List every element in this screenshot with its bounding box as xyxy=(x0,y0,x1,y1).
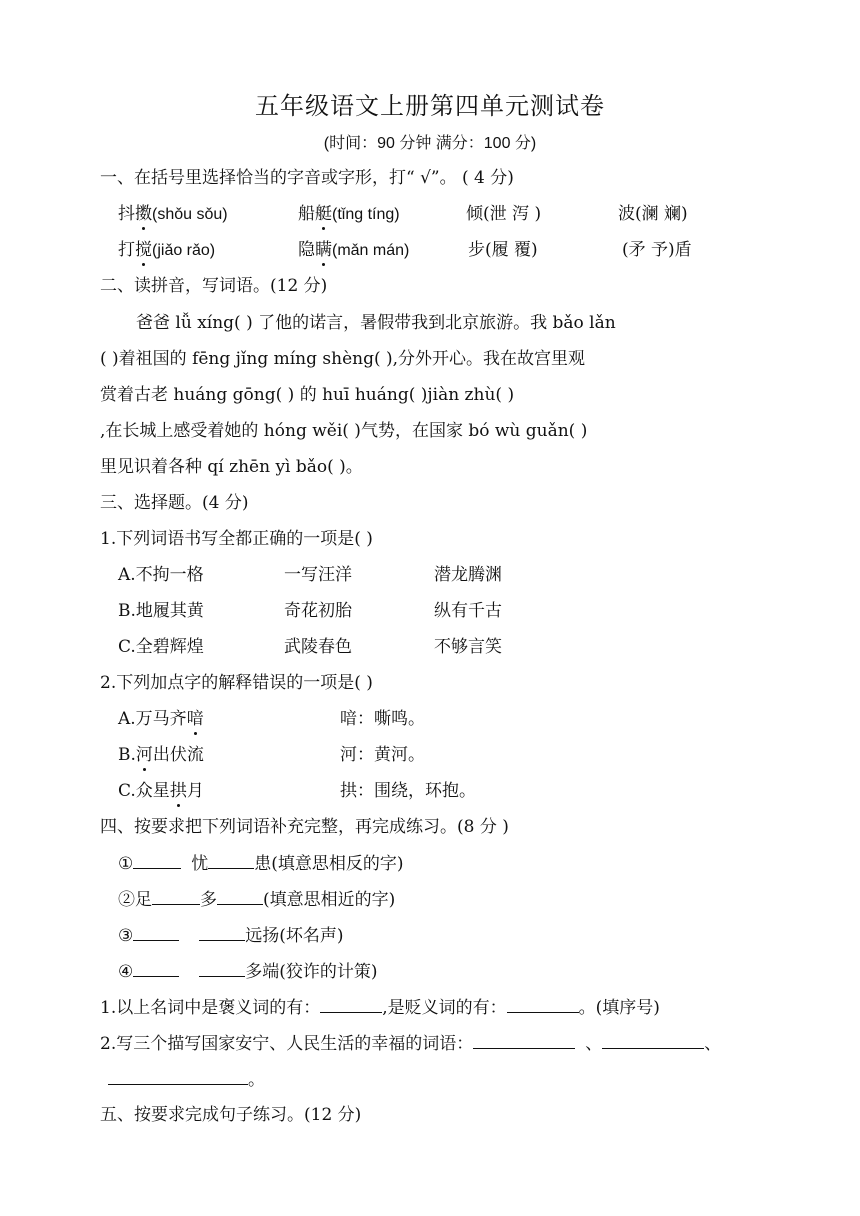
s4-item-3: ③ 远扬(坏名声) xyxy=(118,926,344,946)
s1-row2-item-d: (矛 予)盾 xyxy=(622,240,692,260)
page-subtitle: (时间：90 分钟 满分：100 分) xyxy=(323,135,537,152)
s3-q2-option-c: C.众星拱月 xyxy=(118,781,204,801)
s1-row1-item-b: 船艇(tǐng tíng) xyxy=(298,204,400,224)
s1-row2-item-c: 步(履 覆) xyxy=(468,240,538,260)
s3-q1-option-b-3: 纵有千古 xyxy=(434,601,502,621)
blank-line[interactable] xyxy=(208,852,254,869)
s4-item-2: ②足 多 (填意思相近的字) xyxy=(118,890,396,910)
s3-q2-option-b-explanation: 河：黄河。 xyxy=(340,745,425,765)
blank-line[interactable] xyxy=(199,924,245,941)
section-3-heading: 三、选择题。(4 分) xyxy=(100,493,249,513)
s2-paragraph-line-1: 爸爸 lǚ xíng( ) 了他的诺言，暑假带我到北京旅游。我 bǎo lǎn xyxy=(136,313,616,333)
page-title: 五年级语文上册第四单元测试卷 xyxy=(255,92,605,120)
s2-paragraph-line-3: 赏着古老 huáng gōng( ) 的 huī huáng( )jiàn zhù( ) xyxy=(100,385,515,405)
blank-line[interactable] xyxy=(108,1068,248,1085)
blank-line[interactable] xyxy=(320,996,382,1013)
section-1-heading: 一、在括号里选择恰当的字音或字形，打“ √”。 ( 4 分) xyxy=(100,168,514,188)
s1-row2-item-a: 打搅(jiǎo rǎo) xyxy=(118,240,216,260)
blank-line[interactable] xyxy=(217,888,263,905)
s3-q2-stem: 2.下列加点字的解释错误的一项是( ) xyxy=(100,673,373,693)
s3-q1-option-c-3: 不够言笑 xyxy=(434,637,502,657)
s3-q1-option-a-2: 一写汪洋 xyxy=(284,565,352,585)
s3-q2-option-c-explanation: 拱：围绕，环抱。 xyxy=(340,781,476,801)
blank-line[interactable] xyxy=(133,960,179,977)
s3-q1-option-b-2: 奇花初胎 xyxy=(284,601,352,621)
s3-q1-option-b-1: B.地履其黄 xyxy=(118,601,204,621)
s3-q2-option-b: B.河出伏流 xyxy=(118,745,204,765)
blank-line[interactable] xyxy=(507,996,579,1013)
s3-q1-option-c-2: 武陵春色 xyxy=(284,637,352,657)
s1-row1-item-a: 抖擞(shǒu sǒu) xyxy=(118,204,228,224)
s4-question-2: 2.写三个描写国家安宁、人民生活的幸福的词语： 、 、 xyxy=(100,1034,722,1054)
blank-line[interactable] xyxy=(152,888,200,905)
s4-question-1: 1.以上名词中是褒义词的有： ,是贬义词的有： 。(填序号) xyxy=(100,998,660,1018)
section-2-heading: 二、读拼音，写词语。(12 分) xyxy=(100,276,328,296)
blank-line[interactable] xyxy=(602,1032,704,1049)
s3-q1-stem: 1.下列词语书写全都正确的一项是( ) xyxy=(100,529,373,549)
s1-row1-item-d: 波(澜 斓) xyxy=(618,204,688,224)
s1-row1-item-c: 倾(泄 泻 ) xyxy=(466,204,542,224)
blank-line[interactable] xyxy=(473,1032,575,1049)
blank-line[interactable] xyxy=(199,960,245,977)
s3-q1-option-c-1: C.全碧辉煌 xyxy=(118,637,204,657)
s2-paragraph-line-2: ( )着祖国的 fēng jǐng míng shèng( ),分外开心。我在故宫里观 xyxy=(100,349,586,369)
s3-q2-option-a: A.万马齐喑 xyxy=(118,709,204,729)
s4-item-4: ④ 多端(狡诈的计策) xyxy=(118,962,378,982)
blank-line[interactable] xyxy=(133,924,179,941)
s4-item-1: ① 忧 患(填意思相反的字) xyxy=(118,854,404,874)
section-5-heading: 五、按要求完成句子练习。(12 分) xyxy=(100,1105,362,1125)
section-4-heading: 四、按要求把下列词语补充完整，再完成练习。(8 分 ) xyxy=(100,817,509,837)
s2-paragraph-line-5: 里见识着各种 qí zhēn yì bǎo( )。 xyxy=(100,457,363,477)
s4-question-2-continued: 。 xyxy=(108,1068,265,1091)
s1-row2-item-b: 隐瞒(mǎn mán) xyxy=(298,240,410,260)
s3-q1-option-a-1: A.不拘一格 xyxy=(118,565,204,585)
s3-q1-option-a-3: 潜龙腾渊 xyxy=(434,565,502,585)
s2-paragraph-line-4: ,在长城上感受着她的 hóng wěi( )气势，在国家 bó wù guǎn( ) xyxy=(100,421,588,441)
s3-q2-option-a-explanation: 喑：嘶鸣。 xyxy=(340,709,425,729)
blank-line[interactable] xyxy=(133,852,181,869)
